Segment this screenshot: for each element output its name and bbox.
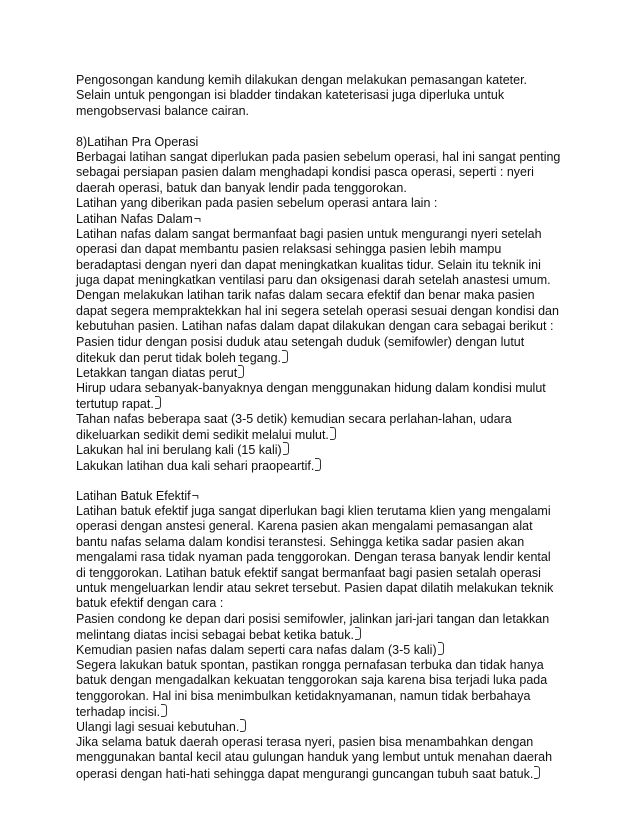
text-line-content: mengalami rasa tidak nyaman pada tenggorokan. Dengan terasa banyak lendir kental: [76, 550, 551, 565]
missing-glyph-mark: [315, 458, 321, 471]
not-sign-glyph: ¬: [191, 488, 199, 503]
text-line: [76, 458, 596, 473]
text-line: [76, 350, 596, 365]
text-line-content: terhadap incisi.: [76, 705, 161, 720]
text-line: [76, 704, 596, 719]
text-line: [76, 181, 596, 196]
text-line: [76, 104, 596, 119]
missing-glyph-mark: [534, 766, 540, 779]
text-line: [76, 258, 596, 273]
text-line-content: bantu nafas selama dalam kondisi teranstesi. Sehingga ketika sadar pasien akan: [76, 534, 525, 549]
text-line-content: Segera lakukan batuk spontan, pastikan rongga pernafasan terbuka dan tidak hanya: [76, 657, 544, 672]
text-line-content: kebutuhan pasien. Latihan nafas dalam dapat dilakukan dengan cara sebagai berikut :: [76, 319, 554, 334]
text-line-content: juga dapat meningkatkan ventilasi paru dan oksigenasi darah setelah anastesi umum.: [76, 273, 551, 288]
text-line: [76, 165, 596, 180]
text-line: [76, 73, 596, 88]
text-line-content: batuk dengan mengadalkan kekuatan tenggorokan saja karena bisa terjadi luka pada: [76, 673, 548, 688]
text-line-content: di tenggorokan. Latihan batuk efektif sangat bermanfaat bagi pasien setalah operasi: [76, 565, 541, 580]
text-line-content: beradaptasi dengan nyeri dan dapat meningkatkan kualitas tidur. Selain itu teknik ini: [76, 257, 541, 272]
text-line-content: operasi dan dapat membantu pasien relaksasi sehingga pasien lebih mampu: [76, 242, 502, 257]
text-line-content: Lakukan hal ini berulang kali (15 kali): [76, 443, 282, 458]
text-line-content: Pengosongan kandung kemih dilakukan dengan melakukan pemasangan kateter.: [76, 73, 528, 87]
missing-glyph-mark: [438, 642, 444, 655]
text-line-content: ditekuk dan perut tidak boleh tegang.: [76, 351, 282, 366]
text-line: [76, 627, 596, 642]
text-line-content: dikeluarkan sedikit demi sedikit melalui mulut.: [76, 427, 329, 442]
text-line-content: mengobservasi balance cairan.: [76, 103, 250, 118]
text-line-content: Dengan melakukan latihan tarik nafas dalam secara efektif dan benar maka pasien: [76, 288, 535, 303]
text-line: [76, 304, 596, 319]
text-line-content: Ulangi lagi sesuai kebutuhan.: [76, 720, 240, 735]
text-line-content: Tahan nafas beberapa saat (3-5 detik) kemudian secara perlahan-lahan, udara: [76, 411, 512, 426]
text-line: [76, 566, 596, 581]
text-line: [76, 489, 596, 504]
missing-glyph-mark: [330, 427, 336, 440]
text-line-content: daerah operasi, batuk dan banyak lendir pada tenggorokan.: [76, 180, 407, 195]
text-line: [76, 766, 596, 781]
text-line: [76, 381, 596, 396]
text-line-content: menggunakan bantal kecil atau gulungan handuk yang lembut untuk menahan daerah: [76, 750, 553, 765]
text-line-content: Hirup udara sebanyak-banyaknya dengan menggunakan hidung dalam kondisi mulut: [76, 380, 546, 395]
text-line-content: Latihan nafas dalam sangat bermanfaat bagi pasien untuk mengurangi nyeri setelah: [76, 226, 542, 241]
text-line: [76, 288, 596, 303]
text-line-content: Latihan batuk efektif juga sangat diperlukan bagi klien terutama klien yang mengalami: [76, 503, 551, 518]
text-line-content: melintang diatas incisi sebagai bebat ketika batuk.: [76, 628, 354, 643]
text-line-content: dapat segera mempraktekkan hal ini segera setelah operasi sesuai dengan kondisi dan: [76, 303, 559, 318]
text-line: [76, 427, 596, 442]
text-line: [76, 519, 596, 534]
text-line-content: tenggorokan. Hal ini bisa menimbulkan ketidaknyamanan, namun tidak berbahaya: [76, 688, 531, 703]
missing-glyph-mark: [161, 704, 167, 717]
missing-glyph-mark: [240, 719, 246, 732]
text-line: [76, 196, 596, 211]
text-line: [76, 319, 596, 334]
text-line: [76, 412, 596, 427]
text-line: [76, 242, 596, 257]
text-line-content: Jika selama batuk daerah operasi terasa nyeri, pasien bisa menambahkan dengan: [76, 734, 534, 749]
text-line: [76, 150, 596, 165]
text-line-content: Selain untuk pengongan isi bladder tindakan kateterisasi juga diperluka untuk: [76, 88, 505, 103]
text-line-content: sebagai persiapan pasien dalam menghadapi kondisi pasca operasi, seperti : nyeri: [76, 165, 534, 180]
missing-glyph-mark: [355, 627, 361, 640]
text-line: [76, 673, 596, 688]
text-line: [76, 227, 596, 242]
text-line-content: untuk mengeluarkan lendir atau sekret tersebut. Pasien dapat dilatih melakukan teknik: [76, 580, 554, 595]
text-line: [76, 88, 596, 103]
text-line: [76, 504, 596, 519]
text-line-content: Letakkan tangan diatas perut: [76, 366, 238, 381]
text-line-content: Berbagai latihan sangat diperlukan pada pasien sebelum operasi, hal ini sangat penting: [76, 149, 561, 164]
text-line-content: Pasien condong ke depan dari posisi semifowler, jalinkan jari-jari tangan dan letakkan: [76, 611, 550, 626]
missing-glyph-mark: [155, 396, 161, 409]
text-line: [76, 735, 596, 750]
missing-glyph-mark: [238, 365, 244, 378]
text-line-content: Kemudian pasien nafas dalam seperti cara nafas dalam (3-5 kali): [76, 643, 437, 658]
document-body: [76, 73, 596, 781]
text-line: [76, 273, 596, 288]
text-line: [76, 535, 596, 550]
text-line-content: tertutup rapat.: [76, 397, 154, 412]
missing-glyph-mark: [282, 350, 288, 363]
text-line-content: operasi dengan hati-hati sehingga dapat mengurangi guncangan tubuh saat batuk.: [76, 766, 534, 781]
text-line: [76, 750, 596, 765]
text-line: [76, 719, 596, 734]
not-sign-glyph: ¬: [193, 211, 202, 226]
text-line-content: Pasien tidur dengan posisi duduk atau setengah duduk (semifowler) dengan lutut: [76, 334, 525, 349]
text-line: [76, 581, 596, 596]
text-line: [76, 596, 596, 611]
text-line: [76, 442, 596, 457]
text-line: [76, 365, 596, 380]
text-line: [76, 550, 596, 565]
text-line: [76, 689, 596, 704]
text-line: [76, 642, 596, 657]
text-line-content: batuk efektif dengan cara :: [76, 596, 224, 611]
text-line: [76, 658, 596, 673]
text-line-content: Latihan yang diberikan pada pasien sebelum operasi antara lain :: [76, 196, 438, 211]
text-line-content: operasi dengan anstesi general. Karena pasien akan mengalami pemasangan alat: [76, 519, 533, 534]
text-line: [76, 612, 596, 627]
text-line-content: Latihan Batuk Efektif: [76, 488, 191, 503]
text-line-content: Lakukan latihan dua kali sehari praopeartif.: [76, 458, 315, 473]
text-line-content: 8)Latihan Pra Operasi: [76, 134, 199, 149]
text-line: [76, 335, 596, 350]
paragraph-gap: [76, 119, 596, 134]
text-line: [76, 135, 596, 150]
text-line: [76, 396, 596, 411]
text-line-content: Latihan Nafas Dalam: [76, 211, 193, 226]
paragraph-gap: [76, 473, 596, 488]
missing-glyph-mark: [283, 442, 289, 455]
text-line: [76, 212, 596, 227]
